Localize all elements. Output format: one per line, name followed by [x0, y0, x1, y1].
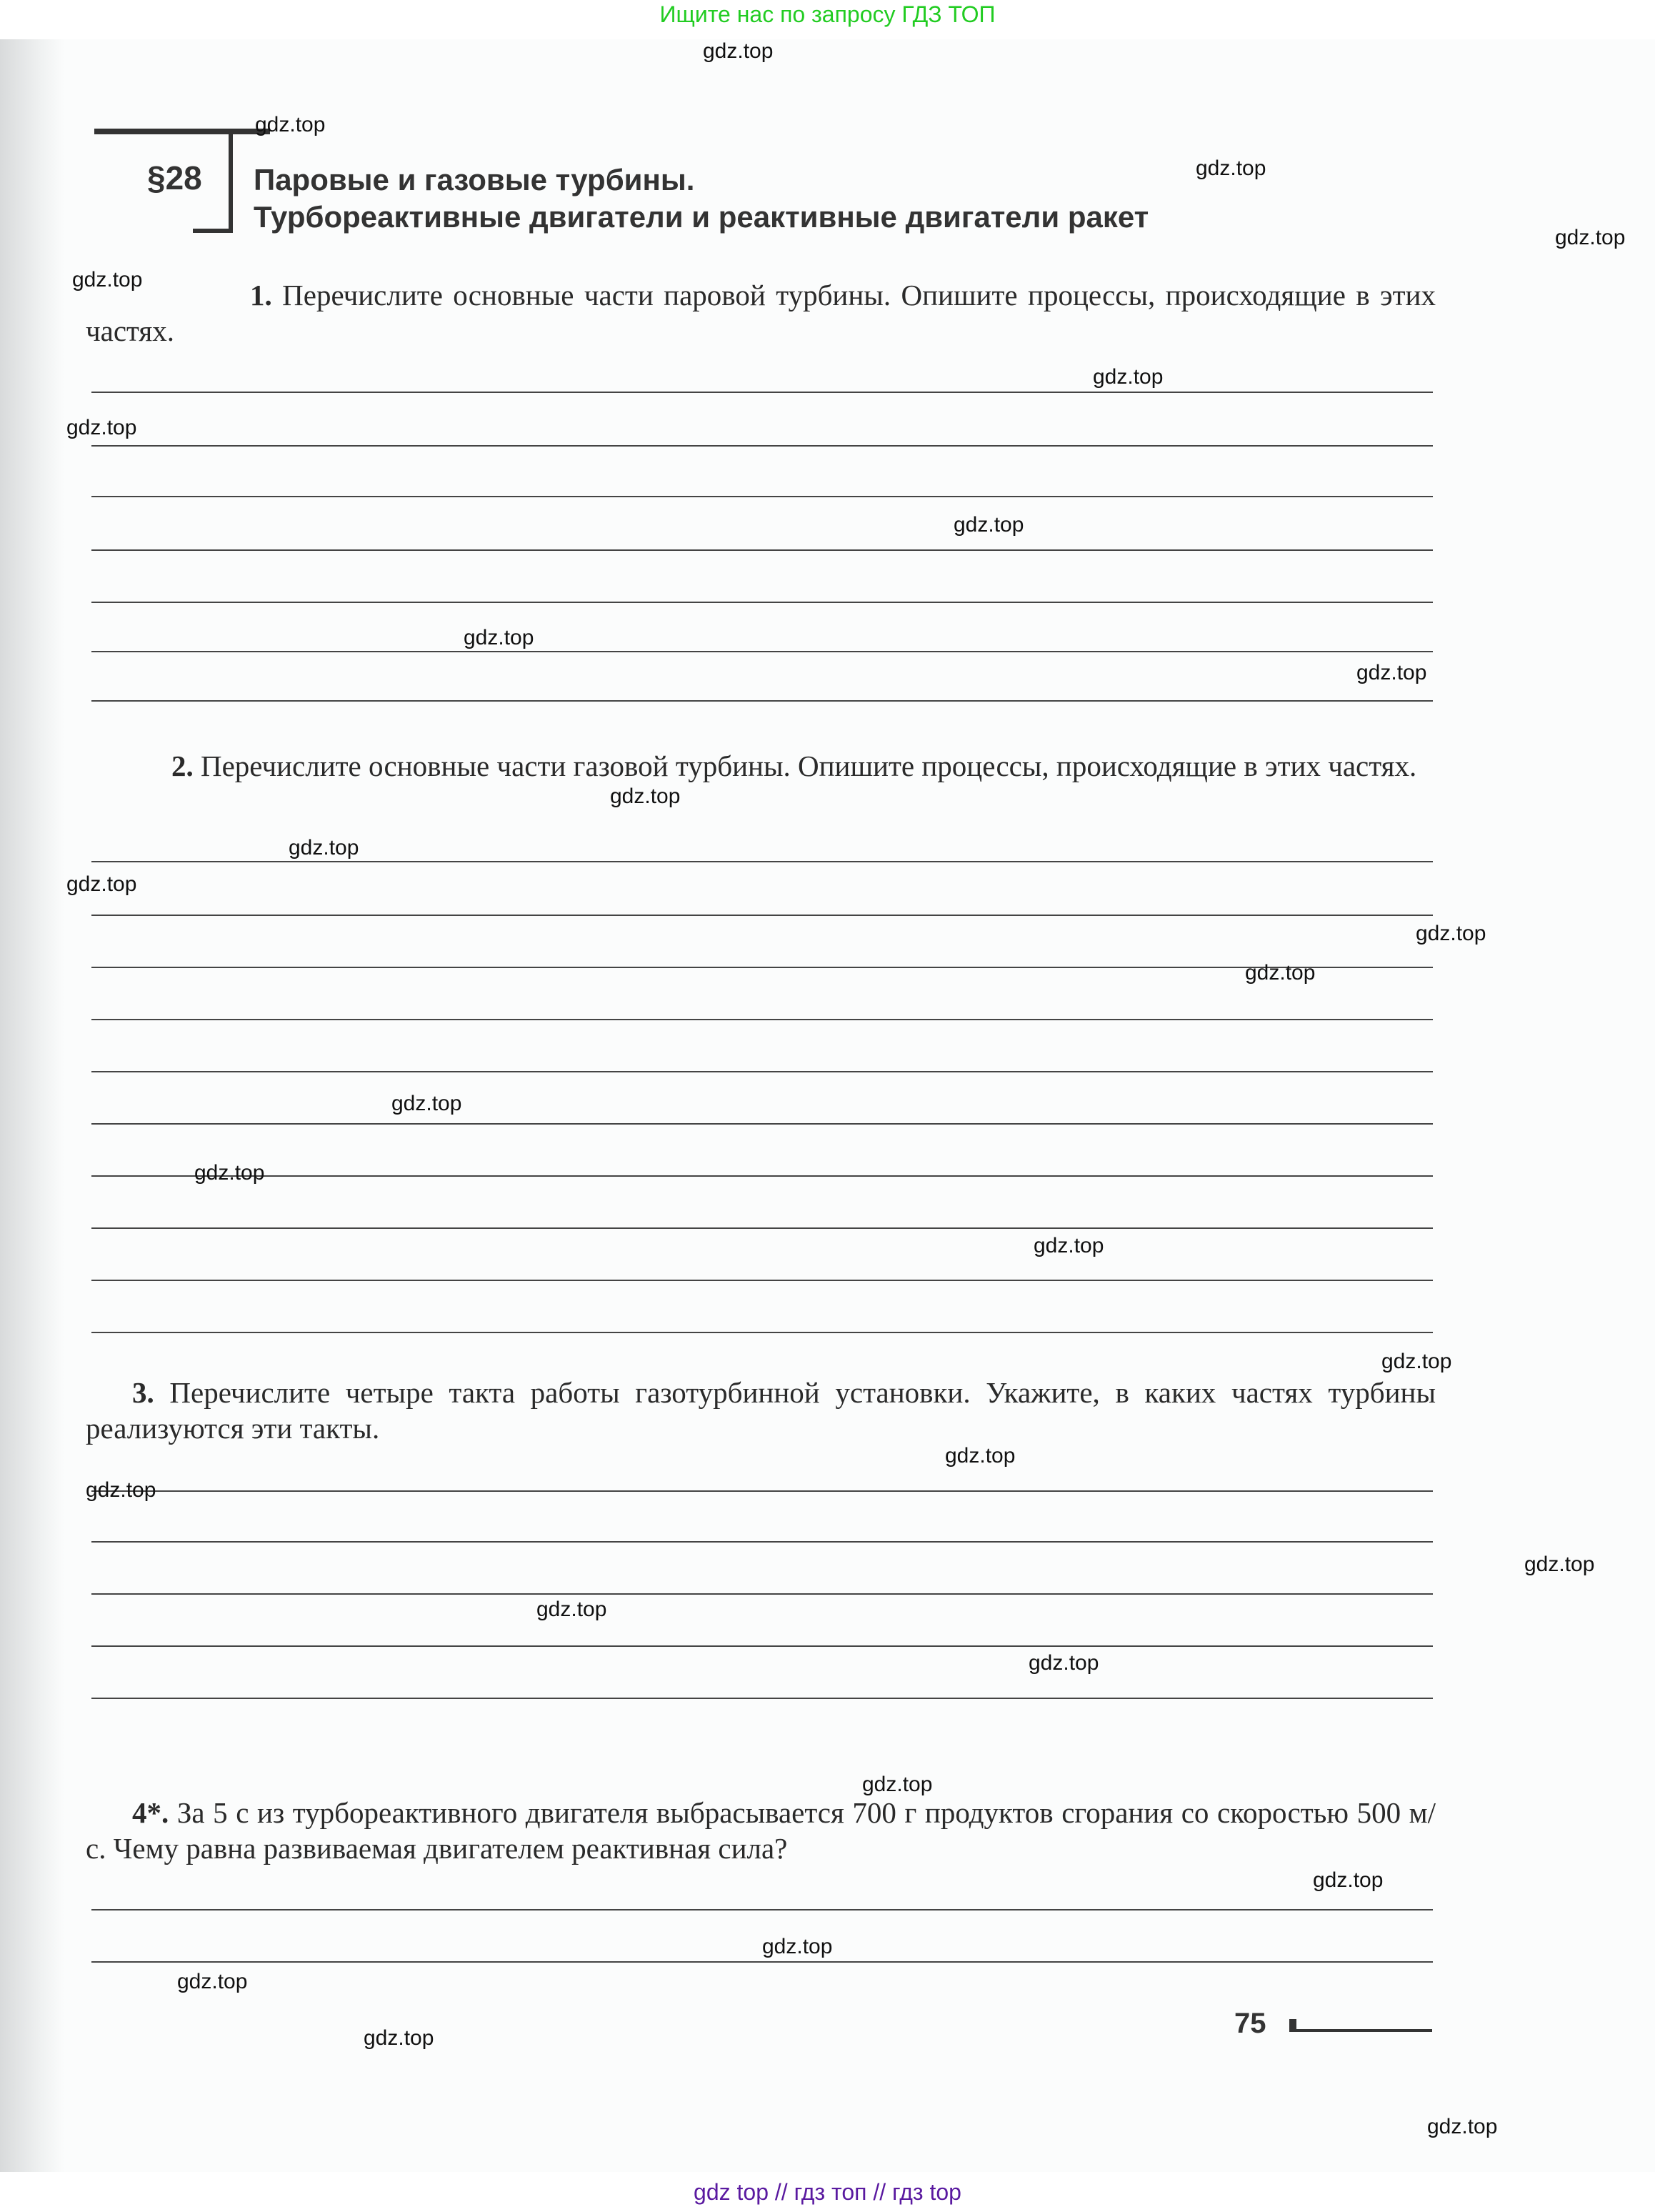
watermark: gdz.top	[536, 1598, 607, 1621]
section-title-line2: Турбореактивные двигатели и реактивные двигатели ракет	[254, 200, 1149, 234]
answer-line[interactable]	[91, 1175, 1433, 1177]
answer-line[interactable]	[91, 1332, 1433, 1333]
question-4	[86, 1795, 1436, 1866]
watermark: gdz.top	[66, 416, 137, 439]
question-number: 3.	[132, 1376, 154, 1409]
answer-line[interactable]	[91, 651, 1433, 652]
watermark: gdz.top	[1034, 1234, 1104, 1257]
section-title-line1: Паровые и газовые турбины.	[254, 163, 695, 196]
watermark: gdz.top	[364, 2026, 434, 2050]
watermark: gdz.top	[289, 836, 359, 860]
answer-line[interactable]	[91, 1593, 1433, 1595]
section-bracket	[229, 133, 233, 233]
answer-line[interactable]	[91, 602, 1433, 603]
page-number: 75	[1234, 2008, 1266, 2039]
question-text: За 5 с из турбореактивного двигателя выбрасывается 700 г продуктов сгорания со скоростью 500 м/с. Чему равна развиваемая двигателем реактивная сила?	[86, 1796, 1436, 1865]
answer-line[interactable]	[91, 1490, 1433, 1492]
answer-line[interactable]	[91, 445, 1433, 447]
watermark: gdz.top	[945, 1444, 1016, 1468]
answer-line[interactable]	[91, 861, 1433, 862]
watermark: gdz.top	[194, 1161, 265, 1185]
answer-line[interactable]	[91, 1019, 1433, 1020]
watermark: gdz.top	[1555, 226, 1626, 249]
section-header-rule	[94, 129, 270, 134]
question-text: Перечислите четыре такта работы газотурбинной установки. Укажите, в каких частях турбины реализуются эти такты.	[86, 1376, 1436, 1445]
watermark: gdz.top	[464, 626, 534, 649]
answer-line[interactable]	[91, 1280, 1433, 1281]
answer-line[interactable]	[91, 1541, 1433, 1543]
answer-line[interactable]	[91, 915, 1433, 916]
watermark: gdz.top	[1245, 961, 1316, 985]
watermark: gdz.top	[1427, 2115, 1498, 2138]
answer-line[interactable]	[91, 1645, 1433, 1647]
watermark: gdz.top	[1381, 1350, 1452, 1373]
question-text: Перечислите основные части газовой турбины. Опишите процессы, происходящие в этих частях.	[201, 749, 1417, 782]
footer-links[interactable]: gdz top // гдз топ // гдз top	[694, 2179, 961, 2205]
watermark: gdz.top	[86, 1478, 156, 1502]
answer-line[interactable]	[91, 967, 1433, 968]
watermark: gdz.top	[1313, 1868, 1384, 1892]
answer-line[interactable]	[91, 1123, 1433, 1125]
question-2	[86, 748, 1436, 784]
watermark: gdz.top	[391, 1092, 462, 1115]
watermark: gdz.top	[72, 268, 143, 292]
watermark: gdz.top	[1416, 922, 1486, 945]
watermark: gdz.top	[703, 39, 774, 63]
question-1	[86, 277, 1436, 349]
answer-line[interactable]	[91, 1909, 1433, 1910]
answer-line[interactable]	[91, 1071, 1433, 1072]
answer-line[interactable]	[91, 1698, 1433, 1699]
watermark: gdz.top	[1524, 1553, 1595, 1576]
section-bracket-foot	[193, 229, 233, 233]
watermark: gdz.top	[177, 1970, 248, 1993]
page-binding-shadow	[0, 39, 64, 2172]
question-number: 4*.	[132, 1796, 169, 1829]
watermark: gdz.top	[762, 1935, 833, 1958]
watermark: gdz.top	[1093, 365, 1164, 389]
page-number-bar	[1289, 2029, 1432, 2032]
question-3	[86, 1375, 1436, 1446]
watermark: gdz.top	[1196, 156, 1266, 180]
watermark: gdz.top	[954, 513, 1024, 537]
search-banner[interactable]: Ищите нас по запросу ГДЗ ТОП	[659, 1, 996, 27]
answer-line[interactable]	[91, 549, 1433, 551]
question-number: 2.	[171, 749, 194, 782]
answer-line[interactable]	[91, 496, 1433, 497]
watermark: gdz.top	[66, 872, 137, 896]
question-number: 1.	[250, 279, 272, 312]
answer-line[interactable]	[91, 700, 1433, 702]
section-number: §28	[147, 159, 202, 196]
answer-line[interactable]	[91, 1227, 1433, 1229]
question-text: Перечислите основные части паровой турбины. Опишите процессы, происходящие в этих частях.	[86, 279, 1436, 347]
watermark: gdz.top	[610, 784, 681, 808]
watermark: gdz.top	[1356, 661, 1427, 684]
watermark: gdz.top	[255, 113, 326, 136]
watermark: gdz.top	[1029, 1651, 1099, 1675]
answer-line[interactable]	[91, 392, 1433, 393]
answer-line[interactable]	[91, 1961, 1433, 1963]
watermark: gdz.top	[862, 1773, 933, 1796]
